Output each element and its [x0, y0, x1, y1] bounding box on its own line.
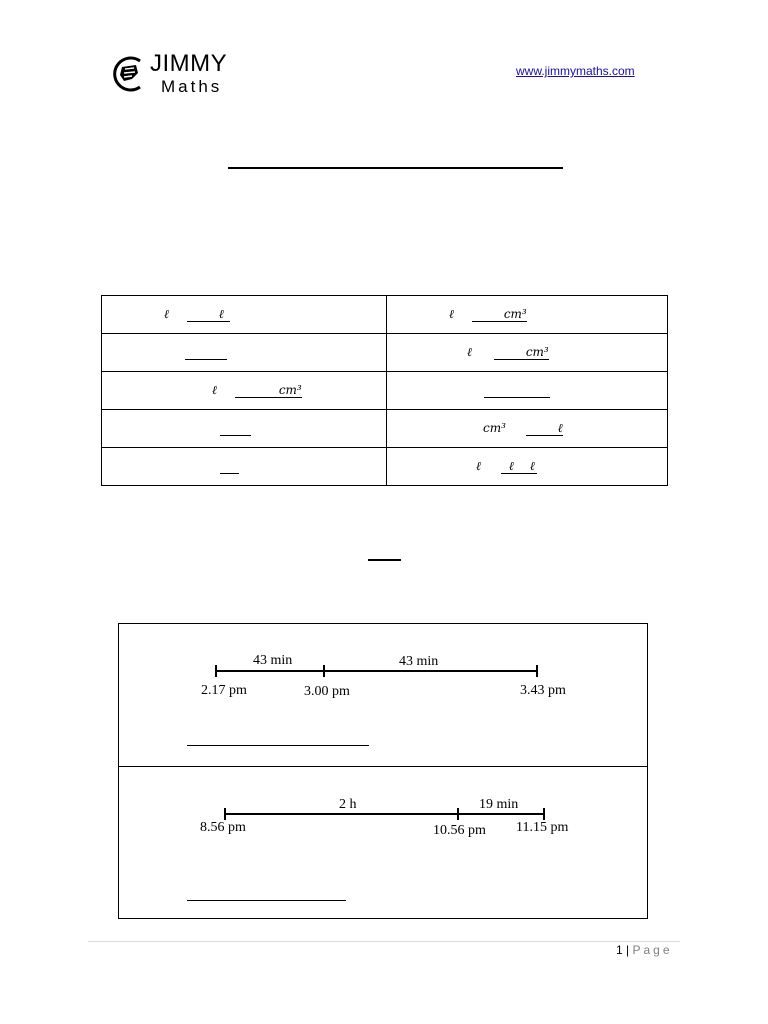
answer-blank[interactable]: [187, 307, 219, 322]
answer-blank[interactable]: [484, 383, 550, 398]
page-word: Page: [632, 943, 673, 957]
unit-conversion-table: [101, 295, 668, 486]
table-cell: [102, 372, 387, 410]
timeline-1-time-mid: 3.00 pm: [304, 684, 350, 699]
table-row: [102, 410, 668, 448]
table-cell: [387, 448, 668, 486]
footer-divider: [88, 941, 680, 942]
unit-liter: ℓ: [467, 345, 472, 359]
answer-blank[interactable]: [526, 421, 558, 436]
table-row: [102, 372, 668, 410]
unit-liter: ℓ: [557, 421, 563, 435]
timeline-2-time-start: 8.56 pm: [200, 820, 246, 835]
jimmy-maths-logo: [110, 50, 250, 100]
table-row: [102, 448, 668, 486]
website-link[interactable]: www.jimmymaths.com: [516, 64, 635, 78]
page-number: 1: [616, 943, 623, 957]
timeline-1-answer-line[interactable]: [187, 745, 369, 746]
timeline-2-answer-line[interactable]: [187, 900, 346, 901]
answer-blank[interactable]: [494, 345, 526, 360]
timeline-2-time-mid: 10.56 pm: [433, 823, 486, 838]
table-row: [102, 296, 668, 334]
brand-subtitle: Maths: [161, 77, 223, 96]
answer-blank[interactable]: [220, 459, 239, 474]
unit-cubic-cm: cm³: [525, 345, 549, 359]
timeline-1-seg1-label: 43 min: [253, 653, 293, 668]
unit-liter: ℓ: [219, 307, 230, 322]
timeline-box: [118, 623, 648, 919]
brand-name: JIMMY: [150, 50, 228, 77]
timeline-2-seg1-label: 2 h: [339, 797, 357, 812]
answer-blank[interactable]: [235, 383, 279, 398]
answer-blank[interactable]: [472, 307, 504, 322]
table-cell: [102, 334, 387, 372]
timeline-2: [200, 797, 568, 838]
section-blank-line: [368, 559, 401, 561]
table-cell: [387, 334, 668, 372]
logo-emblem-icon: [110, 53, 150, 95]
unit-liter: ℓ: [212, 383, 217, 397]
title-blank-line: [228, 167, 563, 169]
page-separator: |: [626, 943, 630, 957]
answer-blank[interactable]: [501, 459, 530, 474]
table-cell: [102, 296, 387, 334]
page-footer: [616, 943, 673, 957]
timeline-1-seg2-label: 43 min: [399, 654, 439, 669]
unit-cubic-cm: cm³: [483, 421, 506, 435]
timeline-diagrams: [119, 624, 649, 920]
table-cell: [387, 296, 668, 334]
table-cell: [387, 410, 668, 448]
unit-liter: ℓ: [449, 307, 454, 321]
table-cell: [387, 372, 668, 410]
unit-liter: ℓ: [164, 307, 169, 321]
timeline-2-time-end: 11.15 pm: [516, 820, 569, 835]
unit-liter: ℓ: [508, 459, 514, 473]
timeline-1-time-start: 2.17 pm: [201, 683, 247, 698]
timeline-1: [201, 653, 566, 699]
unit-cubic-cm: cm³: [278, 383, 302, 397]
table-cell: [102, 410, 387, 448]
unit-liter: ℓ: [529, 459, 535, 473]
unit-liter: ℓ: [476, 459, 481, 473]
timeline-1-time-end: 3.43 pm: [520, 683, 566, 698]
timeline-2-seg2-label: 19 min: [479, 797, 519, 812]
table-row: [102, 334, 668, 372]
table-cell: [102, 448, 387, 486]
answer-blank[interactable]: [220, 421, 251, 436]
answer-blank[interactable]: [185, 345, 227, 360]
unit-cubic-cm: cm³: [503, 307, 527, 321]
timeline-divider: [119, 766, 647, 767]
